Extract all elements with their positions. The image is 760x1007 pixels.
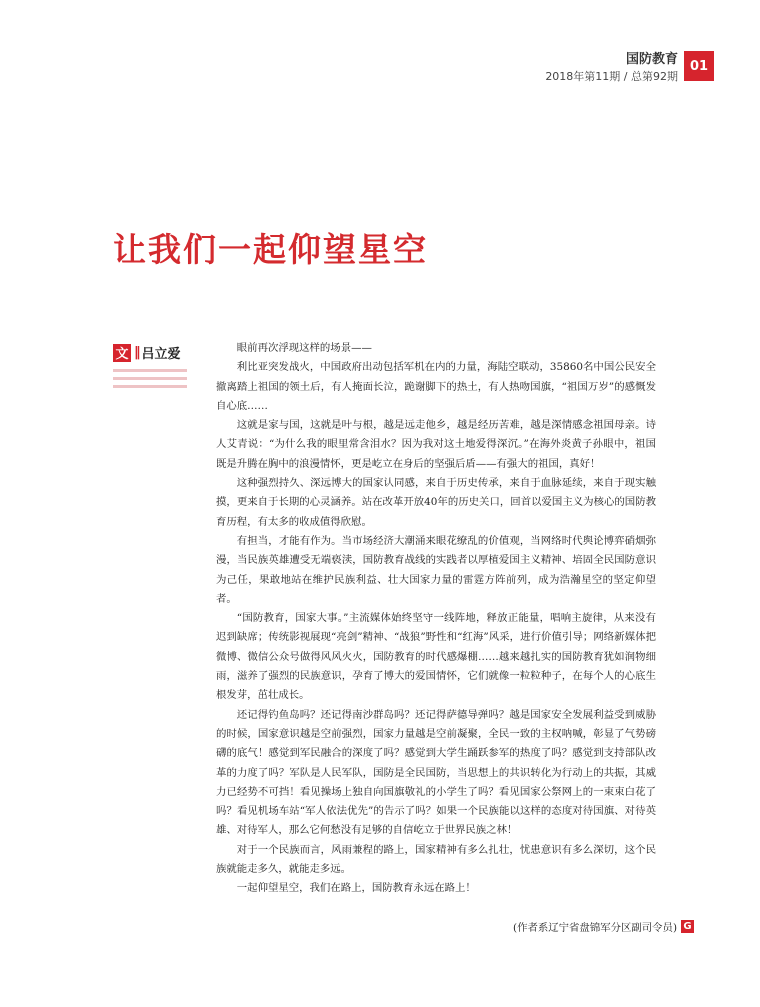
author-affiliation [513,919,694,934]
author-name: 吕立爱 [141,347,181,362]
signature-text: (作者系辽宁省盘锦军分区副司令员) [513,922,677,934]
page-number: 01 [684,51,714,81]
paragraph: 对于一个民族而言，风雨兼程的路上，国家精神有多么扎壮，忧患意识有多么深切，这个民族就能走多久，就能走多远。 [216,843,656,876]
paragraph: 有担当，才能有作为。当市场经济大潮涌来眼花缭乱的价值观，当网络时代舆论博弈硝烟弥漫，当民族英雄遭受无端亵渎，国防教育战线的实践者以厚植爱国主义精神、培固全民国防意识为己任，果敢地站在维护民族利益、壮大国家力量的雷霆方阵前列，成为浩瀚星空的坚定仰望者。 [216,534,656,605]
paragraph: 一起仰望星空，我们在路上，国防教育永远在路上！ [236,882,476,895]
paragraph: “国防教育，国家大事。”主流媒体始终坚守一线阵地，释放正能量，唱响主旋律，从来没有迟到缺席；传统影视展现“亮剑”精神、“战狼”野性和“红海”风采，进行价值引导；网络新媒体把微博、微信公众号做得风风火火，国防教育的时代感爆棚……越来越扎实的国防教育犹如润物细雨，滋养了强烈的民族意识，孕育了博大的爱国情怀，它们就像一粒粒种子，在每个人的心底生根发芽，茁壮成长。 [216,612,656,702]
paragraph: 这种强烈持久、深远博大的国家认同感，来自于历史传承，来自于血脉延续，来自于现实触摸，更来自于长期的心灵涵养。站在改革开放40年的历史关口，回首以爱国主义为核心的国防教育历程，有太多的收成值得欣慰。 [216,477,656,528]
paragraph: 这就是家与国，这就是叶与根，越是远走他乡，越是经历苦难，越是深情感念祖国母亲。诗人艾青说：“为什么我的眼里常含泪水？因为我对这土地爱得深沉。”在海外炎黄子孙眼中，祖国既是升腾在胸中的浪漫情怀，更是屹立在身后的坚强后盾——有强大的祖国，真好！ [216,419,656,470]
article-body [216,339,656,899]
decorative-stripes [113,369,187,393]
author-byline [113,343,181,362]
running-header [545,52,678,84]
paragraph: 利比亚突发战火，中国政府出动包括军机在内的力量，海陆空联动，35860名中国公民安全撤离踏上祖国的领土后，有人掩面长泣，跪谢脚下的热土，有人热吻国旗，“祖国万岁”的感慨发自心底…… [216,361,656,412]
author-label-badge: 文 [113,344,131,362]
paragraph: 还记得钓鱼岛吗？还记得南沙群岛吗？还记得萨德导弹吗？越是国家安全发展利益受到威胁的时候，国家意识越是空前强烈，国家力量越是空前凝聚，全民一致的主权呐喊，彰显了气势磅礴的底气！感觉到军民融合的深度了吗？感觉到大学生踊跃参军的热度了吗？感觉到支持部队改革的力度了吗？军队是人民军队，国防是全民国防，当思想上的共识转化为行动上的共振，其威力已经势不可挡！看见操场上独自向国旗敬礼的小学生了吗？看见国家公祭网上的一束束白花了吗？看见机场车站“军人依法优先”的告示了吗？如果一个民族能以这样的态度对待国旗、对待英雄、对待军人，那么它何愁没有足够的自信屹立于世界民族之林！ [216,708,656,837]
article-title: 让我们一起仰望星空 [113,230,428,269]
paragraph: 眼前再次浮现这样的场景—— [236,342,372,354]
magazine-name: 国防教育 [625,52,678,67]
stripe [113,385,187,388]
stripe [113,369,187,372]
stripe [113,377,187,380]
issue-info: 2018年第11期 / 总第92期 [545,70,678,83]
end-mark-icon: G [681,920,694,933]
author-separator: ‖ [134,345,141,360]
